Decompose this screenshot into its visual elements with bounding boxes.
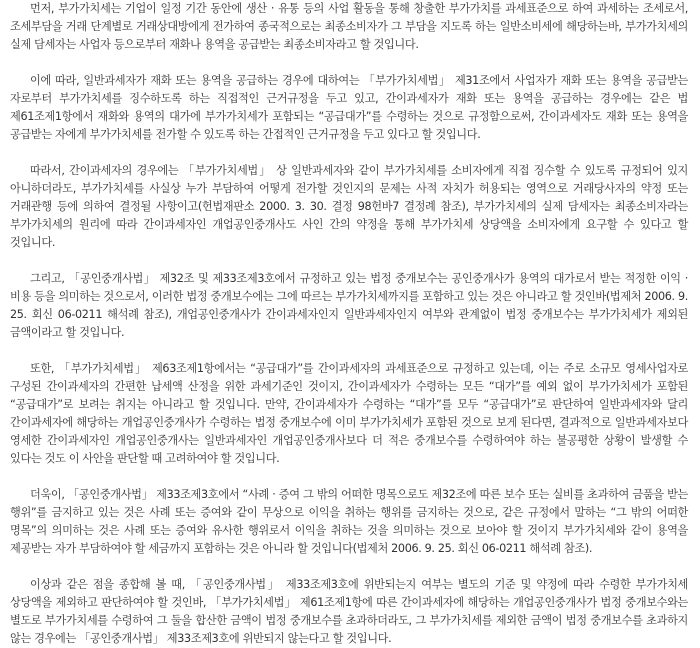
paragraph-vat-definition: 먼저, 부가가치세는 기업이 일정 기간 동안에 생산 · 유통 등의 사업 활동을 통해 창출한 부가가치를 과세표준으로 하여 과세하는 조세로서, 조세부담을 거래 단계별로 거래상대방에게 전가하여 종국적으로는 최종소비자가 그 부담을 지도록 하는 일반소비세에 해당하는바, 부가가치세의 실제 담세자는 사업자 등으로부터 재화나 용역을 공급받는 최종소비자라고 할 것입니다. xyxy=(10,2,688,51)
paragraph-spacer xyxy=(10,558,688,576)
paragraph-simplified-taxpayer: 따라서, 간이과세자의 경우에는 「부가가치세법」 상 일반과세자와 같이 부가가치세를 소비자에게 직접 징수할 수 있도록 규정되어 있지 아니하더라도, 부가가치세를 사실상 누가 부담하여 어떻게 전가할 것인지의 문제는 사적 자치가 허용되는 영역으로 거래당사자의 약정 또는 거래관행 등에 의하여 결정될 사항이고(헌법재판소 2000. 3. 30. 결정 98헌바7 결정례 참조), 부가가치세의 실제 담세자는 최종소비자라는 부가가치세의 원리에 따라 간이과세자인 개업공인중개사도 사인 간의 약정을 통해 부가가치세 상당액을 소비자에게 요구할 수 있다고 할 것입니다. xyxy=(10,164,688,249)
paragraph-conclusion: 이상과 같은 점을 종합해 볼 때, 「공인중개사법」 제33조제3호에 위반되는지 여부는 별도의 기준 및 약정에 따라 수령한 부가가치세 상당액을 제외하고 판단하여야 할 것인바, 「부가가치세법」 제61조제1항에 따른 간이과세자에 해당하는 개업공인중개사가 법정 중개보수와는 별도로 부가가치세를 수령하여 그 둘을 합산한 금액이 법정 중개보수를 초과하더라도, 그 부가가치세를 제외한 금액이 법정 중개보수를 초과하지 않는 경우에는 「공인중개사법」 제33조제3호에 위반되지 않는다고 할 것입니다. xyxy=(10,578,688,645)
paragraph-supply-price: 또한, 「부가가치세법」 제63조제1항에서는 “공급대가”를 간이과세자의 과세표준으로 규정하고 있는데, 이는 주로 소규모 영세사업자로 구성된 간이과세자의 간편한 납세액 산정을 위한 과세기준인 것이지, 간이과세자가 수령하는 모든 “대가”를 예외 없이 부가가치세가 포함된 “공급대가”로 보려는 취지는 아니라고 할 것입니다. 만약, 간이과세자가 수령하는 “대가”를 모두 “공급대가”로 판단하여 일반과세자와 달리 간이과세자에 해당하는 개업공인중개사가 수령하는 법정 중개보수에 이미 부가가치세가 포함된 것으로 보게 된다면, 결과적으로 일반과세자보다 영세한 간이과세자인 개업공인중개사는 일반과세자인 개업공인중개사보다 더 적은 중개보수를 수령하여야 하는 불공평한 상황이 발생할 수 있다는 것도 이 사안을 판단할 때 고려하여야 할 것입니다. xyxy=(10,362,688,465)
paragraph-spacer xyxy=(10,252,688,270)
paragraph-spacer xyxy=(10,342,688,360)
paragraph-legal-basis: 이에 따라, 일반과세자가 재화 또는 용역을 공급하는 경우에 대하여는 「부가가치세법」 제31조에서 사업자가 재화 또는 용역을 공급받는 자로부터 부가가치세를 징수하도록 하는 직접적인 근거규정을 두고 있고, 간이과세자가 재화 또는 용역을 공급하는 경우에는 같은 법 제61조제1항에서 재화와 용역의 대가에 부가가치세가 포함되는 “공급대가”를 수령하는 것으로 규정함으로써, 간이과세자도 재화 또는 용역을 공급받는 자에게 부가가치세를 전가할 수 있도록 하는 간접적인 근거규정을 두고 있다고 할 것입니다. xyxy=(10,74,688,141)
paragraph-prohibited-acts: 더욱이, 「공인중개사법」 제33조제3호에서 “사례 · 증여 그 밖의 어떠한 명목으로도 제32조에 따른 보수 또는 실비를 초과하여 금품을 받는 행위”를 금지하고 있는 것은 사례 또는 증여와 같이 무상으로 이익을 취하는 행위를 금지하는 것으로, 같은 규정에서 말하는 “그 밖의 어떠한 명목”의 의미하는 것은 사례 또는 증여와 유사한 행위로서 이익을 취하는 것을 의미하는 것으로 보아야 할 것이지 부가가치세와 같이 용역을 제공받는 자가 부담하여야 할 세금까지 포함하는 것은 아니라 할 것입니다(법제처 2006. 9. 25. 회신 06-0211 해석례 참조). xyxy=(10,488,688,555)
paragraph-spacer xyxy=(10,468,688,486)
paragraph-spacer xyxy=(10,54,688,72)
paragraph-spacer xyxy=(10,144,688,162)
paragraph-brokerage-fee: 그리고, 「공인중개사법」 제32조 및 제33조제3호에서 규정하고 있는 법정 중개보수는 공인중개사가 용역의 대가로서 받는 적정한 이익 · 비용 등을 의미하는 것으로서, 이러한 법정 중개보수에는 그에 따르는 부가가치세까지를 포함하고 있는 것은 아니라고 할 것인바(법제처 2006. 9. 25. 회신 06-0211 해석례 참조), 개업공인중개사가 간이과세자인지 일반과세자인지 여부와 관계없이 법정 중개보수는 부가가치세가 제외된 금액이라고 할 것입니다. xyxy=(10,272,688,339)
